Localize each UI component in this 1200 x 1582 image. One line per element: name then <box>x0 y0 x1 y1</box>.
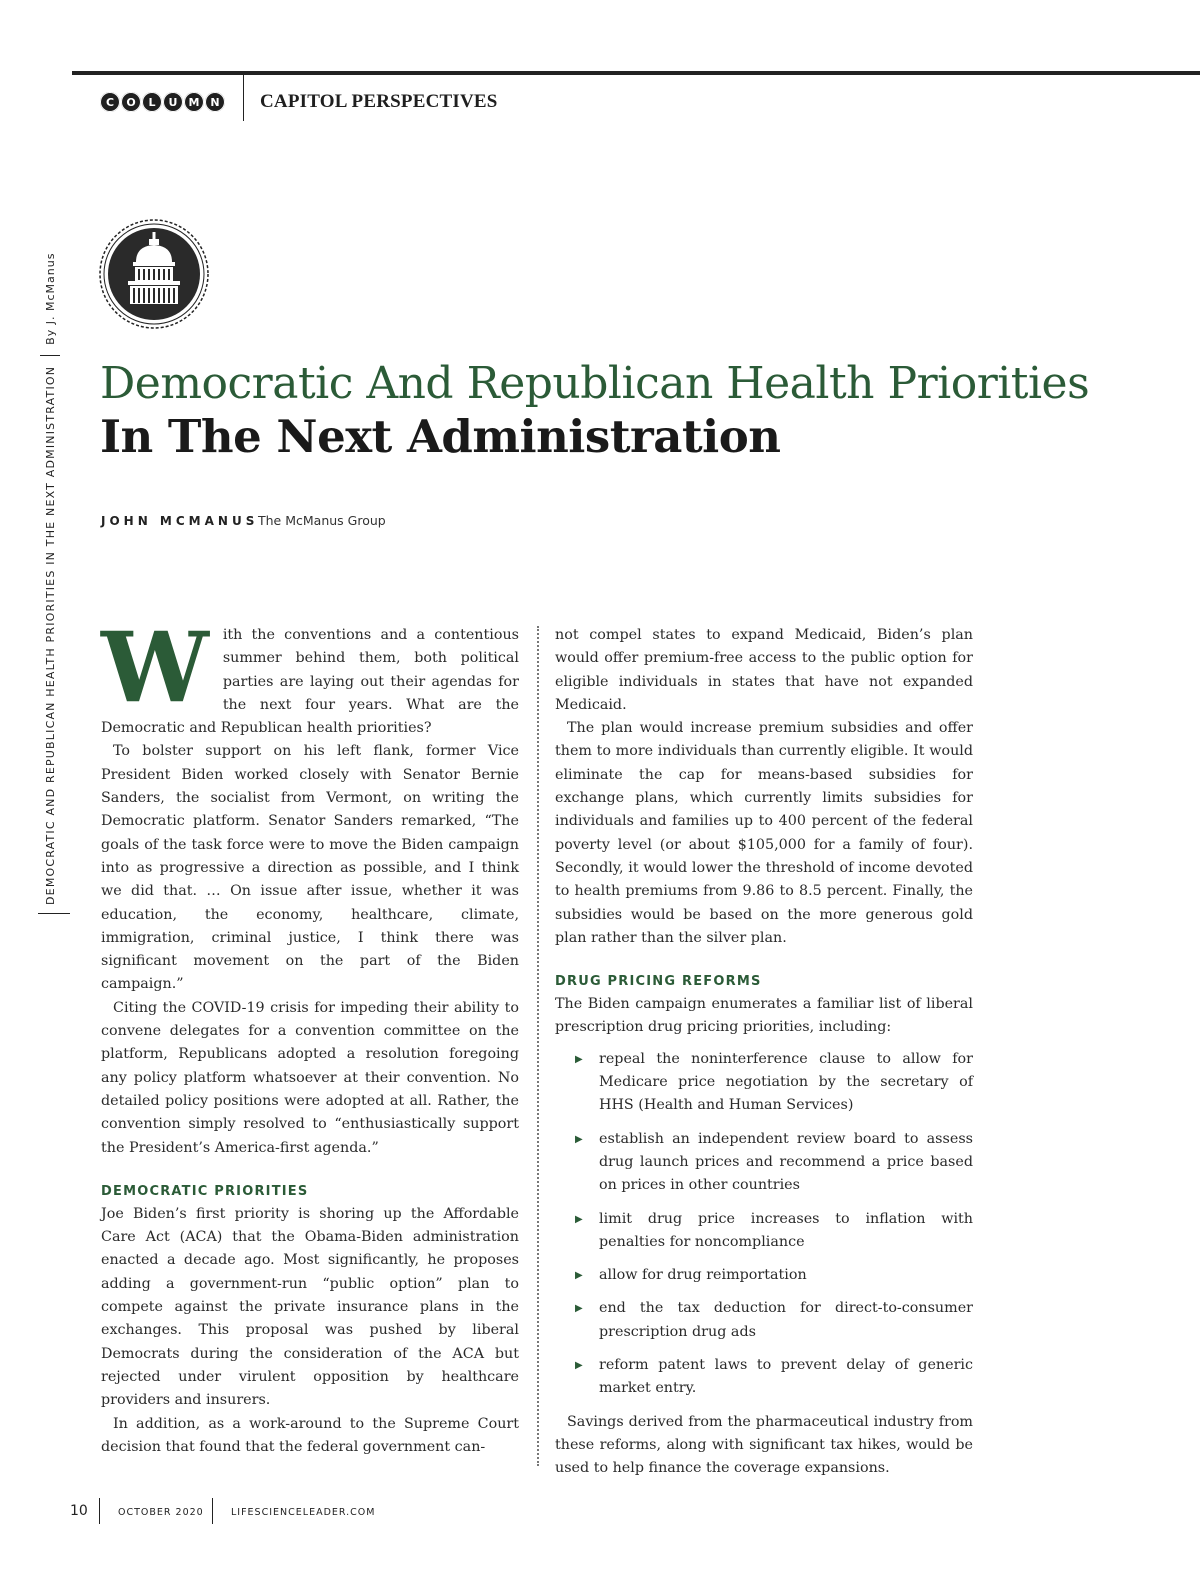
paragraph: To bolster support on his left flank, former Vice President Biden worked closely with Senator Bernie Sanders, the socialist from Vermont, on writing the Democratic platform. Senator Sanders remarked, “The goals of the task force were to move the Biden campaign into as progressive a direction as possible, and I think we did that. … On issue after issue, whether it was education, the economy, healthcare, climate, immigration, criminal justice, I think there was significant movement on the part of the Biden campaign.” <box>101 743 519 993</box>
column-badge-letter: L <box>142 92 162 112</box>
footer-date: OCTOBER 2020 <box>118 1507 204 1518</box>
bullet-list <box>555 1048 973 1401</box>
side-running-head <box>40 245 60 905</box>
list-item: ▶ allow for drug reimportation <box>555 1264 973 1287</box>
footer-separator <box>99 1498 100 1524</box>
article-title-line1: Democratic And Republican Health Priorities <box>100 358 1090 409</box>
paragraph: not compel states to expand Medicaid, Biden’s plan would offer premium-free access to the public option for eligible individuals in states that have not expanded Medicaid. <box>555 627 973 713</box>
header-divider <box>243 71 244 121</box>
triangle-bullet-icon: ▶ <box>575 1133 583 1145</box>
left-column <box>101 611 519 1459</box>
paragraph <box>101 611 519 740</box>
footer-separator <box>212 1498 213 1524</box>
drop-cap: W <box>101 611 209 724</box>
paragraph: The Biden campaign enumerates a familiar list of liberal prescription drug pricing priorities, including: <box>555 996 973 1036</box>
top-rule <box>72 71 1200 75</box>
list-item: ▶ establish an independent review board to assess drug launch prices and recommend a price based on prices in other countries <box>555 1128 973 1198</box>
list-item: ▶ repeal the noninterference clause to allow for Medicare price negotiation by the secretary of HHS (Health and Human Services) <box>555 1048 973 1118</box>
paragraph-text: ith the conventions and a contentious summer behind them, both political parties are laying out their agendas for the next four years. What are the Democratic and Republican health priorities? <box>101 627 519 737</box>
capitol-dome-icon <box>98 218 210 330</box>
section-title: CAPITOL PERSPECTIVES <box>260 91 498 112</box>
subheading: DRUG PRICING REFORMS <box>555 974 762 990</box>
author-name: JOHN MCMANUS <box>101 514 259 528</box>
footer-site: LIFESCIENCELEADER.COM <box>231 1507 376 1518</box>
page-number: 10 <box>70 1503 88 1519</box>
paragraph: Citing the COVID-19 crisis for impeding their ability to convene delegates for a convention committee on the platform, Republicans adopted a resolution foregoing any policy platform whatsoever at their convention. No detailed policy positions were adopted at all. Rather, the convention simply resolved to “enthusiastically support the President’s America-first agenda.” <box>101 999 519 1156</box>
column-badge-letter: O <box>121 92 141 112</box>
side-rule <box>38 913 70 914</box>
subheading: DEMOCRATIC PRIORITIES <box>101 1183 309 1199</box>
column-badge-letter: M <box>184 92 204 112</box>
paragraph: In addition, as a work-around to the Supreme Court decision that found that the federal government can- <box>101 1415 519 1455</box>
right-column <box>555 624 973 1481</box>
triangle-bullet-icon: ▶ <box>575 1270 583 1282</box>
author-org: The McManus Group <box>258 513 386 528</box>
list-item: ▶ reform patent laws to prevent delay of generic market entry. <box>555 1354 973 1401</box>
triangle-bullet-icon: ▶ <box>575 1213 583 1225</box>
column-divider <box>537 626 539 1466</box>
column-badge-letter: C <box>100 92 120 112</box>
column-badge-letter: U <box>163 92 183 112</box>
triangle-bullet-icon: ▶ <box>575 1053 583 1065</box>
paragraph: Savings derived from the pharmaceutical industry from these reforms, along with significant tax hikes, would be used to help finance the coverage expansions. <box>555 1413 973 1477</box>
side-running-title: DEMOCRATIC AND REPUBLICAN HEALTH PRIORITIES IN THE NEXT ADMINISTRATION <box>43 365 57 905</box>
paragraph: Joe Biden’s first priority is shoring up the Affordable Care Act (ACA) that the Obama-Biden administration enacted a decade ago. Most significantly, he proposes adding a government-run “public option” plan to compete against the private insurance plans in the exchanges. This proposal was pushed by liberal Democrats during the consideration of the ACA but rejected under virulent opposition by healthcare providers and insurers. <box>101 1205 519 1409</box>
side-byline: By J. McManus <box>43 252 57 345</box>
article-title-line2: In The Next Administration <box>100 410 781 463</box>
triangle-bullet-icon: ▶ <box>575 1360 583 1372</box>
list-item: ▶ end the tax deduction for direct-to-consumer prescription drug ads <box>555 1297 973 1344</box>
list-item: ▶ limit drug price increases to inflation with penalties for noncompliance <box>555 1208 973 1255</box>
column-badge <box>100 92 225 112</box>
column-badge-letter: N <box>205 92 225 112</box>
triangle-bullet-icon: ▶ <box>575 1303 583 1315</box>
paragraph: The plan would increase premium subsidies and offer them to more individuals than currently eligible. It would eliminate the cap for means-based subsidies for exchange plans, which currently limits subsidies for individuals and families up to 400 percent of the federal poverty level (or about $105,000 for a family of four). Secondly, it would lower the threshold of income devoted to health premiums from 9.86 to 8.5 percent. Finally, the subsidies would be based on the more generous gold plan rather than the silver plan. <box>555 720 973 946</box>
side-separator <box>40 355 60 356</box>
